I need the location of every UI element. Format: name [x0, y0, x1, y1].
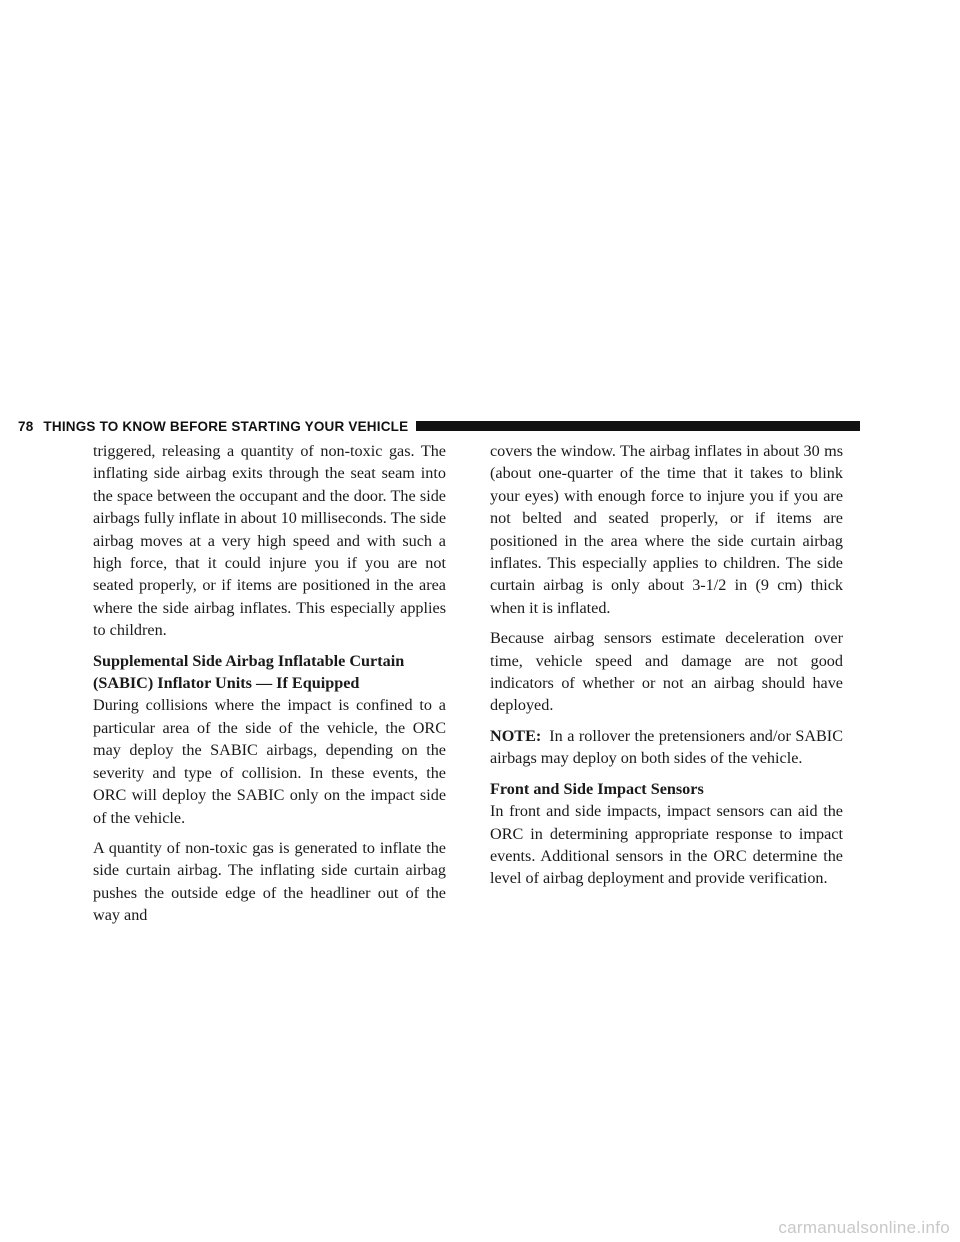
right-column: [490, 440, 843, 898]
page-number: 78: [18, 418, 34, 434]
paragraph-side-airbag-inflation: triggered, releasing a quantity of non-toxic gas. The inflating side airbag exits through the seat seam into the space between the occupant and the door. The side airbags fully inflate in about 10 milliseconds. The side airbag moves at a very high speed and with such a high force, that it could injure you if you are not seated properly, or if items are positioned in the area where the side airbag inflates. This especially applies to children.: [93, 442, 446, 640]
paragraph-impact-sensors: In front and side impacts, impact sensors can aid the ORC in determining appropriate response to impact events. Additional sensors in the ORC determine the level of airbag deployment and provide verification.: [490, 802, 843, 888]
note-text: In a rollover the pretensioners and/or SABIC airbags may deploy on both sides of the vehicle.: [490, 726, 843, 768]
paragraph-sabic-deployment: During collisions where the impact is confined to a particular area of the side of the vehicle, the ORC may deploy the SABIC airbags, depending on the severity and type of collision. In these events, the ORC will deploy the SABIC only on the impact side of the vehicle.: [93, 696, 446, 827]
watermark: carmanualsonline.info: [778, 1218, 950, 1237]
note-label: NOTE:: [490, 726, 542, 745]
paragraph-curtain-gas: A quantity of non-toxic gas is generated to inflate the side curtain airbag. The inflating side curtain airbag pushes the outside edge of the headliner out of the way and: [93, 838, 446, 925]
header-rule: [416, 421, 860, 431]
page-header: [18, 416, 860, 436]
section-title: THINGS TO KNOW BEFORE STARTING YOUR VEHICLE: [43, 418, 409, 434]
heading-sabic-inflator-units: Supplemental Side Airbag Inflatable Curtain (SABIC) Inflator Units — If Equipped: [93, 651, 405, 693]
heading-impact-sensors: Front and Side Impact Sensors: [490, 779, 704, 798]
paragraph-curtain-inflation: covers the window. The airbag inflates in about 30 ms (about one-quarter of the time that it takes to blink your eyes) with enough force to injure you if you are not belted and seated properly, or if items are positioned in the area where the side curtain airbag inflates. This especially applies to children. The side curtain airbag is only about 3-1/2 in (9 cm) thick when it is inflated.: [490, 442, 843, 617]
note-paragraph: [490, 725, 843, 770]
left-column: [93, 440, 446, 935]
paragraph-airbag-sensors: Because airbag sensors estimate deceleration over time, vehicle speed and damage are not good indicators of whether or not an airbag should have deployed.: [490, 629, 843, 715]
